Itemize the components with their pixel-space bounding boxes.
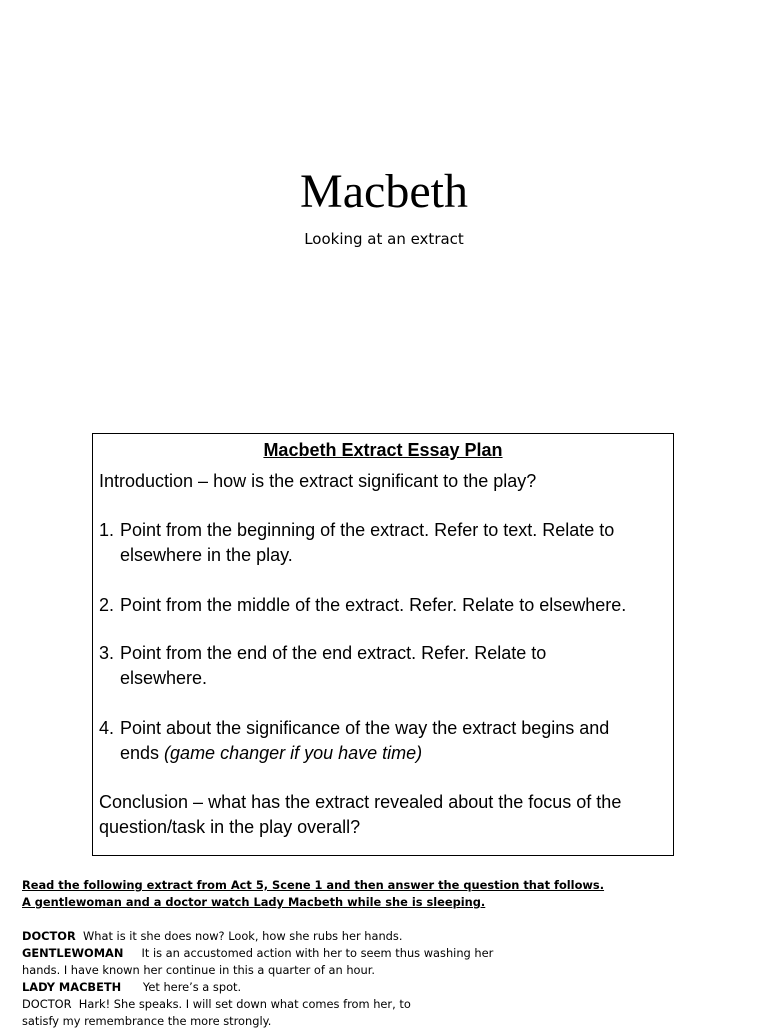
point-text-line: Point from the beginning of the extract. Refer to text. Relate to — [120, 520, 615, 540]
point-text-line: ends — [120, 743, 165, 763]
page-title: Macbeth — [300, 165, 468, 218]
point-text-line: elsewhere in the play. — [120, 545, 293, 565]
essay-plan-box — [92, 433, 674, 856]
point-number: 1. — [99, 520, 115, 540]
extract-line — [22, 996, 742, 1013]
extract-line — [22, 979, 742, 996]
essay-plan-conclusion — [99, 790, 667, 840]
extract-line — [22, 928, 742, 945]
extract-line — [22, 1013, 742, 1030]
point-text-line: Point from the end of the end extract. Refer. Relate to — [120, 643, 547, 663]
page-subtitle: Looking at an extract — [304, 230, 464, 248]
essay-plan-introduction: Introduction – how is the extract significant to the play? — [99, 471, 537, 491]
conclusion-line: Conclusion – what has the extract revealed about the focus of the — [99, 792, 622, 812]
point-number: 4. — [99, 718, 115, 738]
point-number: 3. — [99, 643, 115, 663]
spoken-text: satisfy my remembrance the more strongly. — [22, 1014, 272, 1028]
essay-plan-point — [99, 641, 667, 691]
extract-line — [22, 945, 742, 962]
point-text — [120, 716, 667, 766]
point-text-line: Point about the significance of the way the extract begins and — [120, 718, 610, 738]
point-number: 2. — [99, 595, 115, 615]
spoken-text: Yet here’s a spot. — [121, 980, 242, 994]
point-text-line: elsewhere. — [120, 668, 208, 688]
conclusion-line: question/task in the play overall? — [99, 817, 361, 837]
point-note-italic: (game changer if you have time) — [164, 743, 423, 763]
point-text — [120, 641, 667, 691]
spoken-text: hands. I have known her continue in this a quarter of an hour. — [22, 963, 375, 977]
point-text — [120, 518, 667, 568]
spoken-text: It is an accustomed action with her to seem thus washing her — [123, 946, 494, 960]
point-text: Point from the middle of the extract. Refer. Relate to elsewhere. — [120, 595, 627, 615]
speaker-name: GENTLEWOMAN — [22, 946, 124, 960]
extract-context: A gentlewoman and a doctor watch Lady Macbeth while she is sleeping. — [22, 895, 486, 909]
spoken-text: What is it she does now? Look, how she rubs her hands. — [75, 929, 403, 943]
extract-line — [22, 962, 742, 979]
extract-instruction: Read the following extract from Act 5, Scene 1 and then answer the question that follows. — [22, 878, 605, 892]
extract-section — [22, 877, 742, 1030]
speaker-name: LADY MACBETH — [22, 980, 122, 994]
spoken-text: DOCTOR Hark! She speaks. I will set down what comes from her, to — [22, 997, 411, 1011]
essay-plan-heading: Macbeth Extract Essay Plan — [263, 440, 503, 460]
essay-plan-point — [99, 716, 667, 766]
essay-plan-point — [99, 518, 667, 568]
speaker-name: DOCTOR — [22, 929, 76, 943]
essay-plan-point — [99, 593, 667, 618]
